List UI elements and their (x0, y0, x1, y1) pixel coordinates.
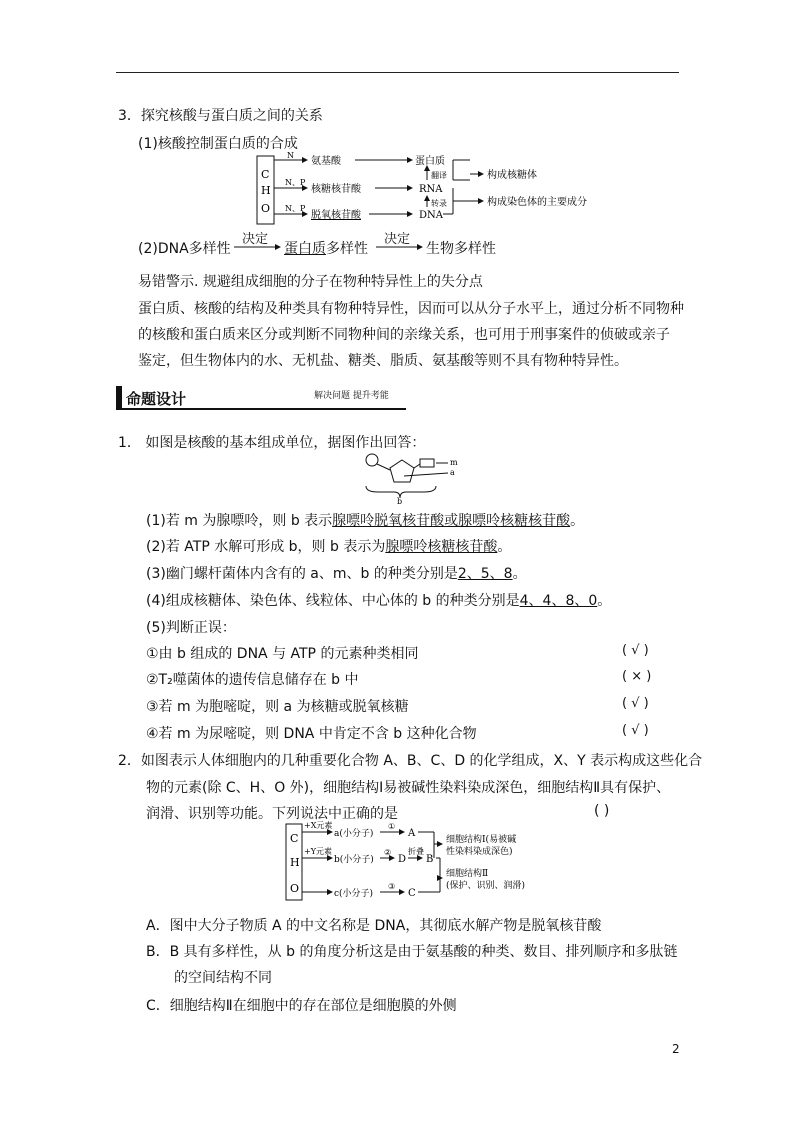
answer-4: 4、4、8、0 (519, 593, 598, 609)
nucleic-acid-protein-diagram (255, 150, 587, 228)
option-b-line-1: B．B 具有多样性，从 b 的角度分析这是由于氨基酸的种类、数目、排列顺序和多肽链 (146, 944, 678, 960)
judgment-2: ②T₂噬菌体的遗传信息储存在 b 中 (146, 672, 359, 688)
judgment-1-mark: ( √ ) (622, 643, 649, 658)
judgment-1: ①由 b 组成的 DNA 与 ATP 的元素种类相同 (146, 646, 419, 662)
cd-c: C (290, 832, 299, 845)
decide-label-1: 决定 (242, 232, 269, 247)
dna-diversity-line (138, 230, 558, 257)
page-number: 2 (672, 1042, 680, 1056)
warning-line-2: 的核酸和蛋白质来区分或判断不同物种间的亲缘关系，也可用于刑事案件的侦破或亲子 (138, 327, 670, 343)
label-m: m (450, 458, 458, 467)
ribonucleotide: 核糖核苷酸 (311, 184, 361, 195)
protein: 蛋白质 (415, 156, 445, 167)
judgment-4: ④若 m 为尿嘧啶，则 DNA 中肯定不含 b 这种化合物 (146, 726, 477, 742)
label-np-1: N、P (285, 178, 306, 187)
element-c: C (261, 168, 270, 181)
cd-n3: ③ (388, 882, 396, 891)
banner-title: 命题设计 (126, 390, 187, 408)
cd-D: D (398, 854, 407, 865)
cd-C-big: C (408, 888, 416, 899)
option-c: C．细胞结构Ⅱ在细胞中的存在部位是细胞膜的外侧 (146, 998, 457, 1014)
protein-diversity: 多样性 (326, 241, 368, 257)
warning-title: 易错警示. 规避组成细胞的分子在物种特异性上的失分点 (138, 274, 483, 290)
option-a: A．图中大分子物质 A 的中文名称是 DNA，其彻底水解产物是脱氧核苷酸 (146, 918, 602, 934)
element-h: H (261, 184, 271, 197)
answer-2: 腺嘌呤核糖核苷酸 (385, 539, 498, 555)
q1-sub3: (3)幽门螺杆菌体内含有的 a、m、b 的种类分别是2、5、8。 (146, 566, 527, 582)
cd-A: A (408, 828, 416, 839)
q1-stem: 1． 如图是核酸的基本组成单位，据图作出回答： (118, 435, 426, 451)
nucleotide-diagram (360, 448, 460, 504)
cd-s1b: 性染料染成深色) (446, 847, 513, 857)
cd-n2: ② (384, 848, 392, 857)
cd-y: +Y元素 (304, 847, 332, 856)
transcription-label: 转录 (431, 199, 447, 208)
label-np-2: N、P (285, 204, 306, 213)
header-rule (116, 72, 679, 73)
q2-line-2: 物的元素(除 C、H、O 外)，细胞结构Ⅰ易被碱性染料染成深色，细胞结构Ⅱ具有保护、 (146, 780, 671, 796)
judgment-3: ③若 m 为胞嘧啶，则 a 为核糖或脱氧核糖 (146, 699, 409, 715)
compound-diagram (284, 818, 566, 906)
cd-fold: 折叠 (408, 847, 424, 856)
section-heading: 3．探究核酸与蛋白质之间的关系 (118, 108, 323, 124)
q2-line-1: 2．如图表示人体细胞内的几种重要化合物 A、B、C、D 的化学组成，X、Y 表示构成这些化合 (118, 753, 703, 769)
cd-b: b(小分子) (334, 855, 374, 865)
answer-1: 腺嘌呤脱氧核苷酸或腺嘌呤核糖核苷酸 (332, 513, 571, 529)
warning-line-3: 鉴定，但生物体内的水、无机盐、糖类、脂质、氨基酸等则不具有物种特异性。 (138, 353, 628, 369)
cd-h: H (290, 856, 300, 869)
biodiversity: 生物多样性 (426, 241, 496, 257)
cd-s2a: 细胞结构Ⅱ (446, 869, 489, 879)
cd-B: B (426, 854, 434, 865)
judgment-4-mark: ( √ ) (622, 723, 649, 738)
ribosome: 构成核糖体 (487, 170, 537, 181)
answer-3: 2、5、8 (457, 566, 513, 582)
protein-underlined: 蛋白质 (284, 241, 326, 257)
q1-sub1: (1)若 m 为腺嘌呤，则 b 表示腺嘌呤脱氧核苷酸或腺嘌呤核糖核苷酸。 (146, 513, 585, 529)
banner-bar (116, 386, 122, 410)
warning-line-1: 蛋白质、核酸的结构及种类具有物种特异性，因而可以从分子水平上，通过分析不同物种 (138, 301, 684, 317)
translation-label: 翻译 (431, 171, 447, 180)
cd-x: +X元素 (304, 821, 333, 830)
amino-acid: 氨基酸 (311, 156, 341, 167)
element-o: O (261, 202, 271, 215)
label-a: a (450, 468, 455, 477)
cd-o: O (290, 882, 300, 895)
banner-rule (122, 408, 406, 410)
judgment-3-mark: ( √ ) (622, 696, 649, 711)
cd-s1a: 细胞结构Ⅰ(易被碱 (446, 835, 517, 845)
cd-n1: ① (388, 822, 396, 831)
q2-answer-paren: ( ) (594, 803, 610, 819)
dna: DNA (419, 210, 443, 221)
q1-sub2: (2)若 ATP 水解可形成 b，则 b 表示为腺嘌呤核糖核苷酸。 (146, 539, 512, 555)
subsection-label: (1)核酸控制蛋白质的合成 (138, 136, 298, 152)
label-b: b (397, 497, 403, 506)
cd-a: a(小分子) (334, 829, 374, 839)
banner-subtitle: 解决问题 提升考能 (314, 391, 389, 401)
chromosome-component: 构成染色体的主要成分 (487, 197, 587, 208)
cd-c-small: c(小分子) (334, 889, 374, 899)
cd-s2b: (保护、识别、润滑) (446, 881, 526, 891)
judgment-2-mark: ( × ) (622, 669, 652, 684)
dna-diversity: (2)DNA多样性 (138, 241, 231, 257)
section-banner (116, 386, 406, 410)
q2-line-3: 润滑、识别等功能。下列说法中正确的是 (146, 806, 398, 822)
rna: RNA (419, 184, 443, 195)
option-b-line-2: 的空间结构不同 (174, 970, 272, 986)
label-n: N (287, 151, 294, 160)
q1-sub4: (4)组成核糖体、染色体、线粒体、中心体的 b 的种类分别是4、4、8、0。 (146, 593, 612, 609)
deoxyribonucleotide: 脱氧核苷酸 (311, 210, 361, 221)
decide-label-2: 决定 (384, 232, 411, 247)
q1-sub5: (5)判断正误： (146, 620, 236, 636)
